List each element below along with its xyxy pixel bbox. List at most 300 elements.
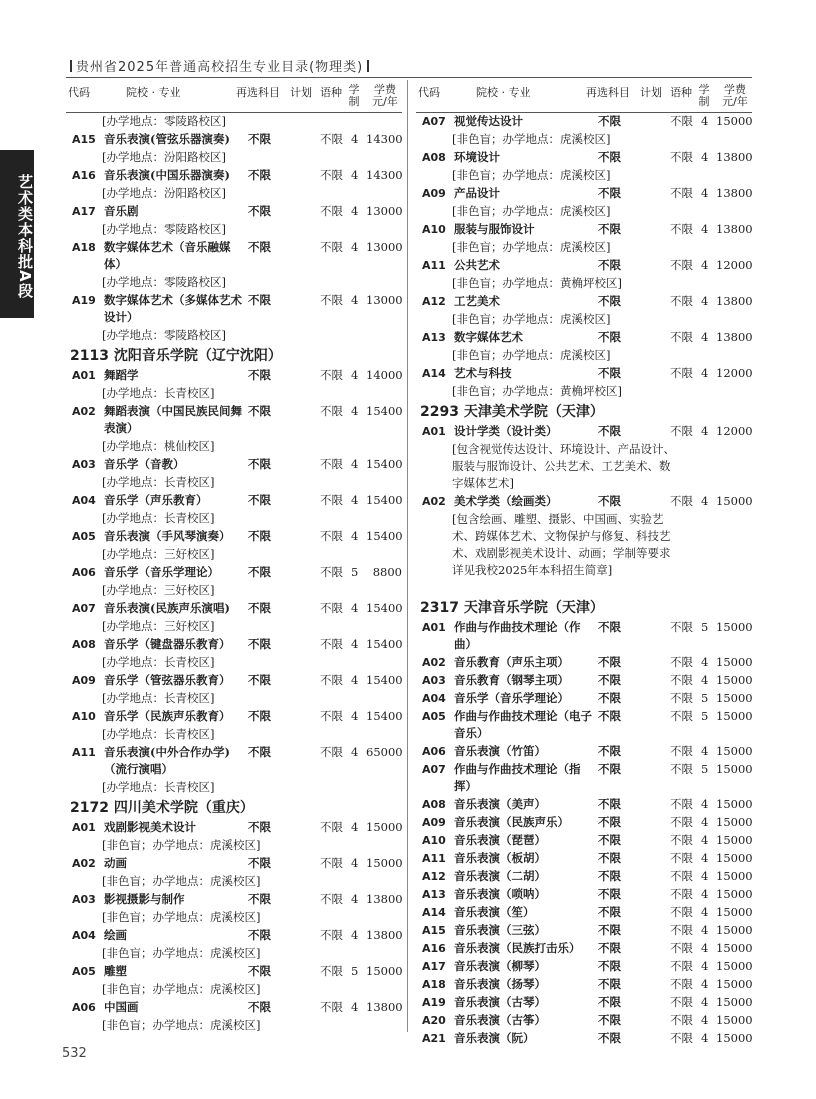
major-subjects: 不限: [248, 240, 271, 254]
major-fee: 15400: [366, 493, 403, 507]
major-row: [416, 796, 752, 814]
major-row: [416, 423, 752, 441]
major-subjects: 不限: [598, 905, 621, 919]
major-row: [66, 855, 402, 873]
note-text: [办学地点：三好校区]: [102, 619, 215, 633]
major-fee: 15000: [716, 833, 753, 847]
note-text: [非色盲；办学地点：黄桷坪校区]: [452, 384, 622, 398]
note-text: [办学地点：零陵路校区]: [102, 114, 226, 128]
major-row: [66, 708, 402, 726]
major-lang: 不限: [320, 673, 343, 687]
major-code: A13: [422, 331, 446, 344]
major-row: [66, 167, 402, 185]
major-years: 4: [701, 995, 709, 1009]
major-years: 4: [351, 368, 359, 382]
major-code: A02: [72, 405, 96, 418]
major-fee: 15000: [716, 762, 753, 776]
major-code: A10: [422, 223, 446, 236]
major-lang: 不限: [670, 709, 693, 723]
major-code: A05: [422, 710, 446, 723]
col-years-header: 学制: [348, 83, 360, 108]
major-subjects: 不限: [248, 601, 271, 615]
major-name: 音乐表演（笙）: [454, 905, 535, 919]
major-years: 4: [701, 923, 709, 937]
col-fee-header: 学费元/年: [372, 83, 398, 108]
major-name: 音乐表演（古琴）: [454, 995, 546, 1009]
major-name: 动画: [104, 856, 127, 870]
major-subjects: 不限: [598, 744, 621, 758]
major-name: 音乐表演(民族声乐演唱): [104, 601, 230, 615]
major-row: [66, 819, 402, 837]
major-name: 音乐教育（钢琴主项）: [454, 673, 569, 687]
major-name: 雕塑: [104, 964, 127, 978]
major-subjects: 不限: [248, 457, 271, 471]
major-name: 戏剧影视美术设计: [104, 820, 196, 834]
major-subjects: 不限: [248, 132, 271, 146]
major-name: 音乐表演（美声）: [454, 797, 546, 811]
major-fee: 15000: [716, 620, 753, 634]
major-code: A21: [422, 1032, 446, 1045]
major-years: 4: [351, 132, 359, 146]
major-name: 音乐表演(中外合作办学)（流行演唱）: [104, 745, 230, 776]
major-note: [416, 275, 752, 293]
major-note: [66, 690, 402, 708]
major-code: A16: [422, 942, 446, 955]
major-years: 5: [351, 565, 359, 579]
major-code: A17: [422, 960, 446, 973]
major-subjects: 不限: [598, 294, 621, 308]
major-lang: 不限: [320, 709, 343, 723]
major-lang: 不限: [670, 366, 693, 380]
col-subjects-header: 再选科目: [586, 86, 630, 99]
major-code: A11: [422, 259, 446, 272]
right-rows: [416, 113, 752, 1048]
major-years: 4: [351, 1000, 359, 1014]
col-fee-header: 学费元/年: [722, 83, 748, 108]
major-code: A16: [72, 169, 96, 182]
column-header: [66, 80, 402, 113]
major-code: A10: [72, 710, 96, 723]
major-row: [416, 185, 752, 203]
major-name: 数字媒体艺术（音乐融媒体）: [104, 240, 231, 271]
major-years: 5: [701, 691, 709, 705]
note-text: [办学地点：三好校区]: [102, 547, 215, 561]
major-note: [416, 511, 752, 597]
major-years: 4: [351, 293, 359, 307]
major-row: [416, 690, 752, 708]
major-note: [66, 654, 402, 672]
major-row: [66, 203, 402, 221]
major-fee: 15000: [716, 995, 753, 1009]
major-code: A05: [72, 965, 96, 978]
major-code: A19: [72, 294, 96, 307]
major-name: 舞蹈学: [104, 368, 139, 382]
major-row: [416, 976, 752, 994]
major-name: 工艺美术: [454, 294, 500, 308]
major-fee: 12000: [716, 366, 753, 380]
major-name: 音乐学（民族声乐教育）: [104, 709, 231, 723]
major-subjects: 不限: [598, 114, 621, 128]
major-note: [66, 221, 402, 239]
major-lang: 不限: [670, 691, 693, 705]
major-code: A04: [72, 494, 96, 507]
major-code: A13: [422, 888, 446, 901]
major-subjects: 不限: [248, 493, 271, 507]
major-code: A02: [72, 857, 96, 870]
note-text: [非色盲；办学地点：虎溪校区]: [452, 240, 611, 254]
major-note: [66, 873, 402, 891]
column-header: [416, 80, 752, 113]
major-subjects: 不限: [248, 673, 271, 687]
major-subjects: 不限: [598, 833, 621, 847]
major-row: [416, 113, 752, 131]
major-fee: 15000: [366, 964, 403, 978]
major-subjects: 不限: [598, 815, 621, 829]
major-fee: 13000: [366, 293, 403, 307]
major-code: A01: [72, 821, 96, 834]
major-subjects: 不限: [598, 941, 621, 955]
major-code: A14: [422, 367, 446, 380]
left-rows: [66, 113, 402, 1035]
major-code: A02: [422, 495, 446, 508]
major-subjects: 不限: [248, 204, 271, 218]
school-heading: [66, 797, 402, 819]
major-row: [416, 832, 752, 850]
major-row: [416, 886, 752, 904]
major-fee: 15400: [366, 637, 403, 651]
note-text: [办学地点：长青校区]: [102, 780, 215, 794]
major-note: [66, 837, 402, 855]
major-subjects: 不限: [248, 529, 271, 543]
major-lang: 不限: [320, 964, 343, 978]
major-code: A09: [422, 816, 446, 829]
note-text: [办学地点：零陵路校区]: [102, 328, 226, 342]
note-text: [办学地点：汾阳路校区]: [102, 150, 226, 164]
major-years: 4: [351, 892, 359, 906]
major-name: 音乐表演（三弦）: [454, 923, 546, 937]
major-code: A14: [422, 906, 446, 919]
major-note: [66, 149, 402, 167]
major-code: A04: [72, 929, 96, 942]
note-text: [非色盲；办学地点：虎溪校区]: [102, 910, 261, 924]
major-fee: 15000: [716, 851, 753, 865]
major-years: 4: [351, 637, 359, 651]
major-years: 4: [701, 294, 709, 308]
major-lang: 不限: [670, 258, 693, 272]
major-lang: 不限: [670, 869, 693, 883]
major-note: [66, 327, 402, 345]
major-subjects: 不限: [248, 964, 271, 978]
major-fee: 15000: [716, 959, 753, 973]
major-note: [416, 167, 752, 185]
header-title: 贵州省2025年普通高校招生专业目录(物理类): [76, 60, 364, 75]
major-lang: 不限: [320, 168, 343, 182]
major-subjects: 不限: [248, 1000, 271, 1014]
major-years: 4: [701, 222, 709, 236]
major-years: 4: [701, 833, 709, 847]
major-fee: 13000: [366, 204, 403, 218]
major-lang: 不限: [320, 745, 343, 759]
major-name: 音乐表演（阮）: [454, 1031, 535, 1045]
column-divider: [407, 80, 408, 1032]
major-lang: 不限: [320, 892, 343, 906]
note-text: [非色盲；办学地点：虎溪校区]: [452, 312, 611, 326]
note-text: [非色盲；办学地点：虎溪校区]: [102, 982, 261, 996]
major-code: A08: [422, 151, 446, 164]
major-subjects: 不限: [598, 424, 621, 438]
major-note: [66, 618, 402, 636]
major-subjects: 不限: [598, 186, 621, 200]
major-code: A06: [422, 745, 446, 758]
major-row: [416, 1030, 752, 1048]
major-name: 音乐表演（竹笛）: [454, 744, 546, 758]
major-years: 5: [351, 964, 359, 978]
note-text: [办学地点：长青校区]: [102, 727, 215, 741]
header-bar-right: [367, 60, 369, 72]
major-fee: 65000: [366, 745, 403, 759]
major-fee: 15000: [716, 869, 753, 883]
major-lang: 不限: [320, 204, 343, 218]
header-rule: [66, 77, 752, 78]
major-row: [66, 636, 402, 654]
major-lang: 不限: [670, 995, 693, 1009]
major-row: [416, 654, 752, 672]
major-note: [416, 131, 752, 149]
major-years: 4: [351, 457, 359, 471]
major-row: [66, 744, 402, 779]
major-note: [66, 438, 402, 456]
note-text: [非色盲；办学地点：虎溪校区]: [452, 168, 611, 182]
major-name: 视觉传达设计: [454, 114, 523, 128]
major-fee: 15000: [716, 744, 753, 758]
major-subjects: 不限: [248, 820, 271, 834]
major-lang: 不限: [670, 186, 693, 200]
major-fee: 15000: [716, 1013, 753, 1027]
note-text: [办学地点：长青校区]: [102, 475, 215, 489]
major-fee: 13800: [366, 1000, 403, 1014]
major-subjects: 不限: [598, 977, 621, 991]
note-text: [办学地点：长青校区]: [102, 511, 215, 525]
major-years: 4: [701, 1031, 709, 1045]
major-name: 音乐学（音乐学理论）: [104, 565, 219, 579]
major-subjects: 不限: [248, 368, 271, 382]
major-row: [66, 891, 402, 909]
major-subjects: 不限: [598, 1013, 621, 1027]
major-name: 音乐教育（声乐主项）: [454, 655, 569, 669]
major-fee: 15000: [366, 856, 403, 870]
note-text: [包含视觉传达设计、环境设计、产品设计、服装与服饰设计、公共艺术、工艺美术、数字媒体艺术]: [452, 442, 675, 490]
major-row: [416, 904, 752, 922]
major-row: [416, 293, 752, 311]
major-years: 4: [701, 977, 709, 991]
major-row: [66, 292, 402, 327]
major-code: A04: [422, 692, 446, 705]
major-lang: 不限: [320, 368, 343, 382]
major-lang: 不限: [320, 493, 343, 507]
major-subjects: 不限: [598, 887, 621, 901]
note-text: [办学地点：桃仙校区]: [102, 439, 215, 453]
major-note: [66, 909, 402, 927]
major-name: 设计学类（设计类）: [454, 424, 558, 438]
major-years: 4: [351, 204, 359, 218]
major-note: [416, 441, 752, 493]
major-years: 4: [701, 959, 709, 973]
major-fee: 14000: [366, 368, 403, 382]
major-code: A07: [422, 763, 446, 776]
col-plan-header: 计划: [640, 86, 662, 99]
major-name: 音乐学（声乐教育）: [104, 493, 208, 507]
major-code: A01: [422, 425, 446, 438]
major-note: [416, 203, 752, 221]
major-row: [416, 814, 752, 832]
major-subjects: 不限: [598, 330, 621, 344]
major-code: A20: [422, 1014, 446, 1027]
major-years: 4: [351, 168, 359, 182]
major-code: A05: [72, 530, 96, 543]
major-row: [416, 708, 752, 743]
major-fee: 15000: [716, 887, 753, 901]
major-lang: 不限: [320, 132, 343, 146]
major-subjects: 不限: [598, 869, 621, 883]
page-number: 532: [62, 1046, 87, 1061]
major-row: [416, 1012, 752, 1030]
major-note: [66, 546, 402, 564]
major-fee: 15400: [366, 673, 403, 687]
major-lang: 不限: [670, 330, 693, 344]
major-lang: 不限: [320, 529, 343, 543]
major-note: [416, 239, 752, 257]
major-row: [416, 743, 752, 761]
major-code: A02: [422, 656, 446, 669]
major-name: 产品设计: [454, 186, 500, 200]
major-years: 4: [351, 601, 359, 615]
major-row: [66, 564, 402, 582]
major-fee: 13800: [716, 186, 753, 200]
major-row: [416, 994, 752, 1012]
major-note: [66, 510, 402, 528]
major-name: 音乐学（键盘器乐教育）: [104, 637, 231, 651]
major-subjects: 不限: [248, 404, 271, 418]
major-subjects: 不限: [598, 258, 621, 272]
major-row: [416, 221, 752, 239]
major-row: [416, 922, 752, 940]
major-name: 音乐表演（古筝）: [454, 1013, 546, 1027]
major-lang: 不限: [670, 959, 693, 973]
major-row: [66, 672, 402, 690]
major-lang: 不限: [670, 494, 693, 508]
major-code: A12: [422, 870, 446, 883]
col-plan-header: 计划: [290, 86, 312, 99]
major-lang: 不限: [320, 293, 343, 307]
major-row: [66, 131, 402, 149]
major-code: A17: [72, 205, 96, 218]
note-text: [包含绘画、雕塑、摄影、中国画、实验艺术、跨媒体艺术、文物保护与修复、科技艺术、戏剧影视美术设计、动画；学制等要求详见我校2025年本科招生简章]: [452, 512, 671, 577]
section-side-tab: 艺术类本科批A段: [0, 150, 34, 318]
left-column: [66, 80, 402, 1035]
major-row: [416, 619, 752, 654]
major-years: 4: [701, 330, 709, 344]
major-row: [416, 672, 752, 690]
major-code: A11: [422, 852, 446, 865]
major-name: 数字媒体艺术: [454, 330, 523, 344]
major-subjects: 不限: [598, 222, 621, 236]
note-text: [办学地点：零陵路校区]: [102, 222, 226, 236]
col-code-header: 代码: [68, 86, 90, 99]
note-text: [非色盲；办学地点：虎溪校区]: [102, 838, 261, 852]
major-subjects: 不限: [598, 691, 621, 705]
major-note: [66, 385, 402, 403]
major-code: A06: [72, 566, 96, 579]
page-header: [66, 56, 373, 75]
major-code: A09: [72, 674, 96, 687]
major-years: 5: [701, 762, 709, 776]
school-heading: [416, 401, 752, 423]
major-lang: 不限: [670, 655, 693, 669]
major-years: 4: [351, 404, 359, 418]
major-years: 4: [351, 745, 359, 759]
major-fee: 15000: [366, 820, 403, 834]
major-lang: 不限: [320, 928, 343, 942]
major-row: [66, 963, 402, 981]
major-name: 作曲与作曲技术理论（指挥）: [454, 762, 581, 793]
major-name: 音乐表演（二胡）: [454, 869, 546, 883]
major-name: 音乐表演（民族声乐）: [454, 815, 569, 829]
major-lang: 不限: [320, 565, 343, 579]
major-years: 4: [701, 797, 709, 811]
major-fee: 15000: [716, 815, 753, 829]
major-code: A06: [72, 1001, 96, 1014]
major-years: 4: [351, 856, 359, 870]
major-years: 4: [351, 673, 359, 687]
major-fee: 13000: [366, 240, 403, 254]
col-code-header: 代码: [418, 86, 440, 99]
major-lang: 不限: [670, 762, 693, 776]
note-text: [非色盲；办学地点：虎溪校区]: [452, 204, 611, 218]
major-subjects: 不限: [598, 851, 621, 865]
major-row: [416, 850, 752, 868]
major-name: 美术学类（绘画类）: [454, 494, 558, 508]
major-note: [416, 311, 752, 329]
major-years: 4: [701, 366, 709, 380]
major-fee: 15000: [716, 905, 753, 919]
major-subjects: 不限: [248, 293, 271, 307]
major-years: 5: [701, 620, 709, 634]
major-code: A18: [422, 978, 446, 991]
major-fee: 12000: [716, 258, 753, 272]
major-code: A15: [72, 133, 96, 146]
note-text: [办学地点：长青校区]: [102, 655, 215, 669]
major-lang: 不限: [320, 1000, 343, 1014]
major-note: [66, 582, 402, 600]
major-fee: 15000: [716, 494, 753, 508]
major-fee: 13800: [716, 294, 753, 308]
major-subjects: 不限: [598, 762, 621, 776]
major-lang: 不限: [670, 977, 693, 991]
major-row: [66, 492, 402, 510]
major-code: A07: [422, 115, 446, 128]
right-column: [416, 80, 752, 1048]
school-name: 2293 天津美术学院（天津）: [420, 404, 604, 420]
major-lang: 不限: [320, 856, 343, 870]
major-name: 影视摄影与制作: [104, 892, 185, 906]
major-code: A09: [422, 187, 446, 200]
major-years: 4: [701, 186, 709, 200]
major-name: 舞蹈表演（中国民族民间舞表演）: [104, 404, 242, 435]
col-name-header: 院校 · 专业: [126, 86, 181, 99]
major-subjects: 不限: [598, 655, 621, 669]
major-code: A08: [422, 798, 446, 811]
major-name: 音乐剧: [104, 204, 139, 218]
